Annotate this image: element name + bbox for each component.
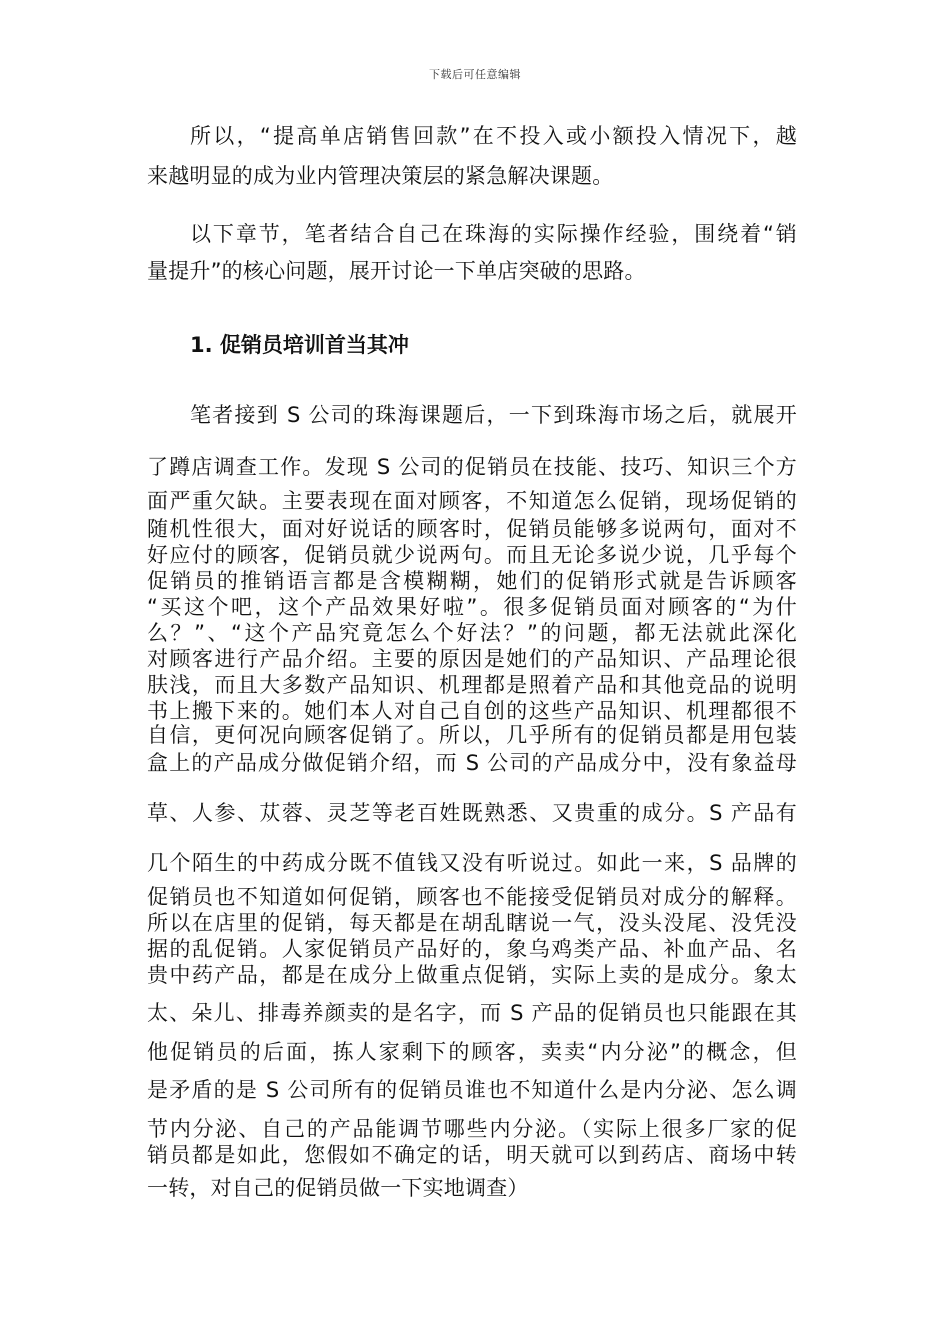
- paragraph-3-line-6: 促销员的推销语言都是含模糊糊，她们的促销形式就是告诉顾客: [147, 569, 797, 593]
- paragraph-3-line-4: 随机性很大，面对好说话的顾客时，促销员能够多说两句，面对不: [147, 517, 797, 541]
- section-heading: 1. 促销员培训首当其冲: [190, 333, 409, 357]
- paragraph-3-line-7: “买这个吧，这个产品效果好啦”。很多促销员面对顾客的“为什: [147, 595, 797, 619]
- paragraph-3-line-25: 一转，对自己的促销员做一下实地调查）: [147, 1176, 529, 1200]
- paragraph-3-line-19: 贵中药产品，都是在成分上做重点促销，实际上卖的是成分。象太: [147, 963, 797, 987]
- paragraph-3-line-21: 他促销员的后面，拣人家剩下的顾客，卖卖“内分泌”的概念，但: [147, 1040, 797, 1064]
- page-header: 下载后可任意编辑: [429, 68, 521, 81]
- paragraph-1-line-2: 来越明显的成为业内管理决策层的紧急解决课题。: [147, 164, 614, 188]
- paragraph-1-line-1: 所以，“提高单店销售回款”在不投入或小额投入情况下，越: [190, 124, 797, 148]
- paragraph-3-line-9: 对顾客进行产品介绍。主要的原因是她们的产品知识、产品理论很: [147, 647, 797, 671]
- paragraph-3-line-3: 面严重欠缺。主要表现在面对顾客，不知道怎么促销，现场促销的: [147, 489, 797, 513]
- paragraph-3-line-18: 据的乱促销。人家促销员产品好的，象乌鸡类产品、补血产品、名: [147, 937, 797, 961]
- paragraph-3-line-11: 书上搬下来的。她们本人对自己自创的这些产品知识、机理都很不: [147, 699, 797, 723]
- paragraph-3-line-2: 了蹲店调查工作。发现 S 公司的促销员在技能、技巧、知识三个方: [147, 455, 797, 479]
- paragraph-3-line-24: 销员都是如此，您假如不确定的话，明天就可以到药店、商场中转: [147, 1143, 797, 1167]
- paragraph-3-line-22: 是矛盾的是 S 公司所有的促销员谁也不知道什么是内分泌、怎么调: [147, 1078, 797, 1102]
- paragraph-3-line-8: 么？”、“这个产品究竟怎么个好法？”的问题，都无法就此深化: [147, 621, 797, 645]
- paragraph-3-line-16: 促销员也不知道如何促销，顾客也不能接受促销员对成分的解释。: [147, 885, 797, 909]
- paragraph-3-line-14: 草、人参、苁蓉、灵芝等老百姓既熟悉、又贵重的成分。S 产品有: [147, 801, 797, 825]
- paragraph-2-line-1: 以下章节，笔者结合自己在珠海的实际操作经验，围绕着“销: [190, 222, 797, 246]
- paragraph-3-line-12: 自信，更何况向顾客促销了。所以，几乎所有的促销员都是用包装: [147, 723, 797, 747]
- paragraph-3-line-5: 好应付的顾客，促销员就少说两句。而且无论多说少说，几乎每个: [147, 543, 797, 567]
- paragraph-3-line-13: 盒上的产品成分做促销介绍，而 S 公司的产品成分中，没有象益母: [147, 751, 797, 775]
- paragraph-3-line-1: 笔者接到 S 公司的珠海课题后，一下到珠海市场之后，就展开: [190, 403, 797, 427]
- paragraph-3-line-20: 太、朵儿、排毒养颜卖的是名字，而 S 产品的促销员也只能跟在其: [147, 1001, 797, 1025]
- paragraph-3-line-17: 所以在店里的促销，每天都是在胡乱瞎说一气，没头没尾、没凭没: [147, 911, 797, 935]
- paragraph-3-line-23: 节内分泌、自己的产品能调节哪些内分泌。（实际上很多厂家的促: [147, 1117, 797, 1141]
- paragraph-2-line-2: 量提升”的核心问题，展开讨论一下单店突破的思路。: [147, 259, 646, 283]
- paragraph-3-line-10: 肤浅，而且大多数产品知识、机理都是照着产品和其他竞品的说明: [147, 673, 797, 697]
- paragraph-3-line-15: 几个陌生的中药成分既不值钱又没有听说过。如此一来，S 品牌的: [147, 851, 797, 875]
